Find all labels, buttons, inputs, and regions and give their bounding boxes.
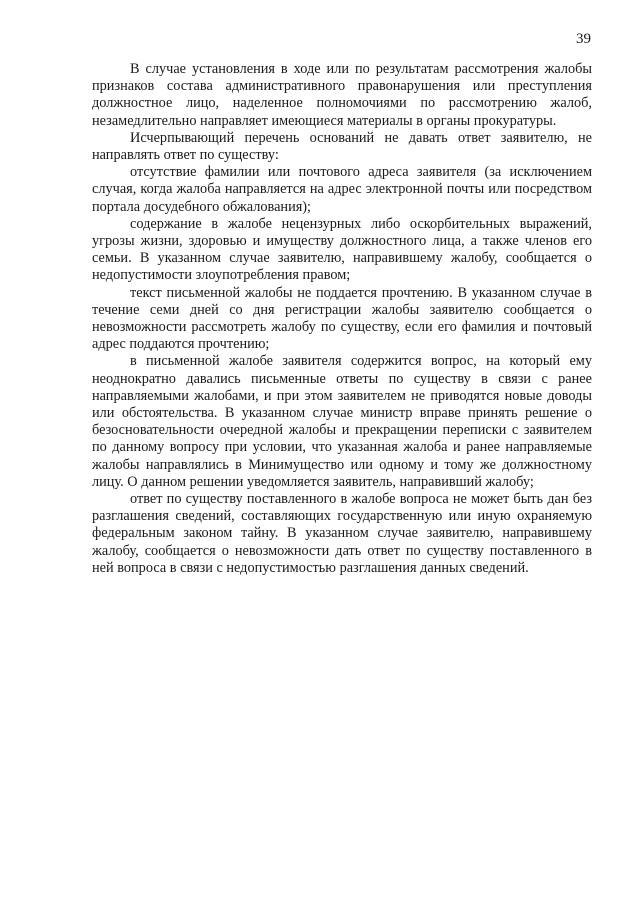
paragraph-grounds-intro: Исчерпывающий перечень оснований не давать ответ заявителю, не направлять ответ по существу: xyxy=(92,129,592,164)
page-number: 39 xyxy=(576,31,591,47)
paragraph-missing-name-address: отсутствие фамилии или почтового адреса заявителя (за исключением случая, когда жалоба направляется на адрес электронной почты или посредством портала досудебного обжалования); xyxy=(92,164,592,215)
paragraph-repeated-question: в письменной жалобе заявителя содержится вопрос, на который ему неоднократно давались письменные ответы по существу в связи с ранее направляемыми жалобами, и при этом заявителем не приводятся новые доводы или обстоятельства. В указанном случае министр вправе принять решение о безосновательности очередной жалобы и прекращении переписки с заявителем по данному вопросу при условии, что указанная жалоба и ранее направляемые жалобы направлялись в Минимущество или одному и тому же должностному лицу. О данном решении уведомляется заявитель, направивший жалобу; xyxy=(92,353,592,490)
paragraph-state-secret: ответ по существу поставленного в жалобе вопроса не может быть дан без разглашения сведений, составляющих государственную или иную охраняемую федеральным законом тайну. В указанном случае заявителю, направившему жалобу, сообщается о невозможности дать ответ по существу поставленного в ней вопроса в связи с недопустимостью разглашения данных сведений. xyxy=(92,491,592,576)
paragraph-unreadable-text: текст письменной жалобы не поддается прочтению. В указанном случае в течение семи дней со дня регистрации жалобы заявителю сообщается о невозможности рассмотреть жалобу по существу, если его фамилия и почтовый адрес поддаются прочтению; xyxy=(92,284,592,353)
document-body xyxy=(92,61,592,577)
paragraph-offensive-content: содержание в жалобе нецензурных либо оскорбительных выражений, угрозы жизни, здоровью и имуществу должностного лица, а также членов его семьи. В указанном случае заявителю, направившему жалобу, сообщается о недопустимости злоупотребления правом; xyxy=(92,215,592,284)
paragraph-prosecution-referral: В случае установления в ходе или по результатам рассмотрения жалобы признаков состава административного правонарушения или преступления должностное лицо, наделенное полномочиями по рассмотрению жалоб, незамедлительно направляет имеющиеся материалы в органы прокуратуры. xyxy=(92,61,592,129)
